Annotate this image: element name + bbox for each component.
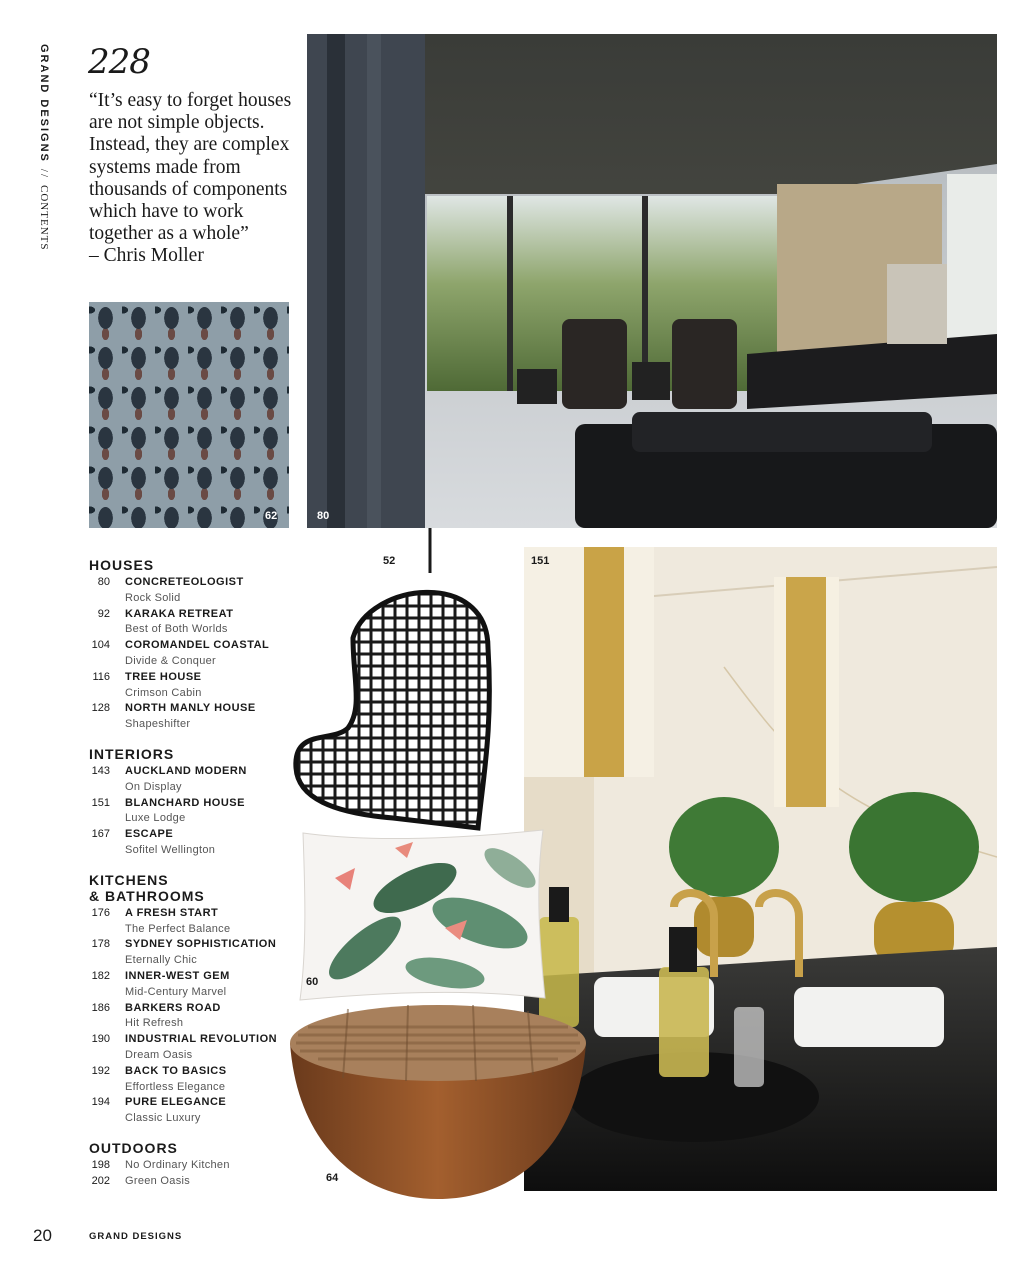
section-title-line: KITCHENS [89, 871, 169, 888]
contents-entry[interactable] [89, 764, 304, 796]
contents-entry[interactable] [89, 796, 304, 828]
entry-page: 151 [91, 796, 110, 809]
contents-entry[interactable] [89, 1174, 304, 1190]
entry-subtitle: On Display [125, 780, 182, 793]
contents-entry[interactable] [89, 607, 304, 639]
entry-title: Green Oasis [125, 1174, 191, 1187]
entry-title: BLANCHARD HOUSE [125, 796, 245, 809]
entry-page: 194 [91, 1096, 110, 1109]
entry-page: 192 [91, 1064, 110, 1077]
cushion-page-number: 60 [306, 976, 319, 988]
entry-subtitle: Sofitel Wellington [125, 843, 216, 856]
entry-subtitle: Hit Refresh [125, 1017, 184, 1030]
quote-author: – Chris Moller [89, 245, 204, 267]
contents-entry[interactable] [89, 638, 304, 670]
living-page-number: 80 [317, 510, 330, 522]
fabric-swatch-image [89, 302, 289, 528]
contents-entry[interactable] [89, 1158, 304, 1174]
entry-page: 104 [91, 639, 110, 652]
issue-number: 228 [88, 42, 150, 82]
entry-subtitle: Classic Luxury [125, 1112, 201, 1125]
entry-title: INNER-WEST GEM [125, 969, 230, 982]
bathroom-page-number: 151 [531, 555, 550, 567]
entry-subtitle: Mid-Century Marvel [125, 985, 227, 998]
entry-title: TREE HOUSE [125, 670, 202, 683]
entry-subtitle: Crimson Cabin [125, 686, 202, 699]
running-head-section: CONTENTS [38, 185, 50, 251]
entry-page: 176 [91, 906, 110, 919]
entry-page: 167 [91, 828, 110, 841]
section-title: INTERIORS [89, 745, 175, 762]
section-interiors [89, 746, 304, 859]
table-page-number: 64 [326, 1172, 339, 1184]
entry-title: BARKERS ROAD [125, 1001, 221, 1014]
entry-title: NORTH MANLY HOUSE [125, 702, 256, 715]
contents-entry[interactable] [89, 1032, 304, 1064]
section-title: OUTDOORS [89, 1139, 178, 1156]
entry-page: 143 [91, 764, 110, 777]
entry-title: PURE ELEGANCE [125, 1096, 227, 1109]
entry-page: 128 [91, 702, 110, 715]
entry-title: COROMANDEL COASTAL [125, 639, 270, 652]
entry-subtitle: Luxe Lodge [125, 812, 186, 825]
entry-title: INDUSTRIAL REVOLUTION [125, 1033, 278, 1046]
contents-entry[interactable] [89, 701, 304, 733]
section-houses [89, 557, 304, 733]
contents-entry[interactable] [89, 1064, 304, 1096]
entry-title: BACK TO BASICS [125, 1064, 227, 1077]
contents-entry[interactable] [89, 670, 304, 702]
running-head [30, 44, 54, 264]
entry-subtitle: Divide & Conquer [125, 654, 217, 667]
contents-entry[interactable] [89, 937, 304, 969]
entry-subtitle: Rock Solid [125, 591, 181, 604]
living-room-illustration [307, 34, 997, 528]
running-head-brand: GRAND DESIGNS [38, 44, 50, 163]
entry-page: 182 [91, 969, 110, 982]
quote-text: “It’s easy to forget houses are not simple objects. Instead, they are complex systems made from thousands of components which have to work together as a whole” [89, 90, 292, 245]
section-kitchens-bathrooms [89, 872, 304, 1127]
section-outdoors [89, 1140, 304, 1190]
hanging-chair-illustration [293, 528, 498, 833]
fabric-page-number: 62 [265, 510, 278, 522]
footer-brand: GRAND DESIGNS [89, 1231, 183, 1242]
bathroom-illustration [524, 547, 997, 1191]
entry-subtitle: Eternally Chic [125, 954, 198, 967]
entry-subtitle: Shapeshifter [125, 718, 191, 731]
entry-subtitle: Effortless Elegance [125, 1080, 226, 1093]
entry-page: 186 [91, 1001, 110, 1014]
entry-title: A FRESH START [125, 906, 219, 919]
contents-entry[interactable] [89, 827, 304, 859]
chair-page-number: 52 [383, 555, 396, 567]
hanging-chair-image [293, 528, 498, 833]
entry-title: No Ordinary Kitchen [125, 1158, 230, 1171]
entry-subtitle: The Perfect Balance [125, 922, 231, 935]
entry-page: 116 [92, 670, 110, 683]
contents-entry[interactable] [89, 1095, 304, 1127]
entry-subtitle: Dream Oasis [125, 1048, 193, 1061]
section-title: HOUSES [89, 557, 155, 573]
entry-title: CONCRETEOLOGIST [125, 576, 244, 588]
entry-title: SYDNEY SOPHISTICATION [125, 938, 277, 951]
entry-page: 190 [91, 1033, 110, 1046]
contents-entry[interactable] [89, 906, 304, 938]
page-folio: 20 [33, 1226, 52, 1245]
bathroom-photo [524, 547, 997, 1191]
entry-page: 92 [97, 607, 110, 620]
cushion-image [295, 828, 547, 1003]
entry-page: 202 [91, 1174, 110, 1187]
entry-title: ESCAPE [125, 828, 174, 841]
entry-page: 198 [91, 1158, 110, 1171]
contents-list [89, 557, 304, 1203]
entry-page: 178 [91, 938, 110, 951]
entry-title: KARAKA RETREAT [125, 607, 234, 620]
section-title [89, 872, 304, 904]
contents-entry[interactable] [89, 1001, 304, 1033]
contents-entry[interactable] [89, 969, 304, 1001]
entry-subtitle: Best of Both Worlds [125, 623, 228, 636]
section-title-line: & BATHROOMS [89, 887, 205, 904]
running-head-separator: // [38, 168, 50, 180]
pull-quote [89, 90, 294, 268]
contents-entry[interactable] [89, 575, 304, 607]
living-room-photo [307, 34, 997, 528]
cushion-illustration [295, 828, 547, 1003]
entry-title: AUCKLAND MODERN [125, 764, 247, 777]
entry-page: 80 [97, 576, 110, 588]
